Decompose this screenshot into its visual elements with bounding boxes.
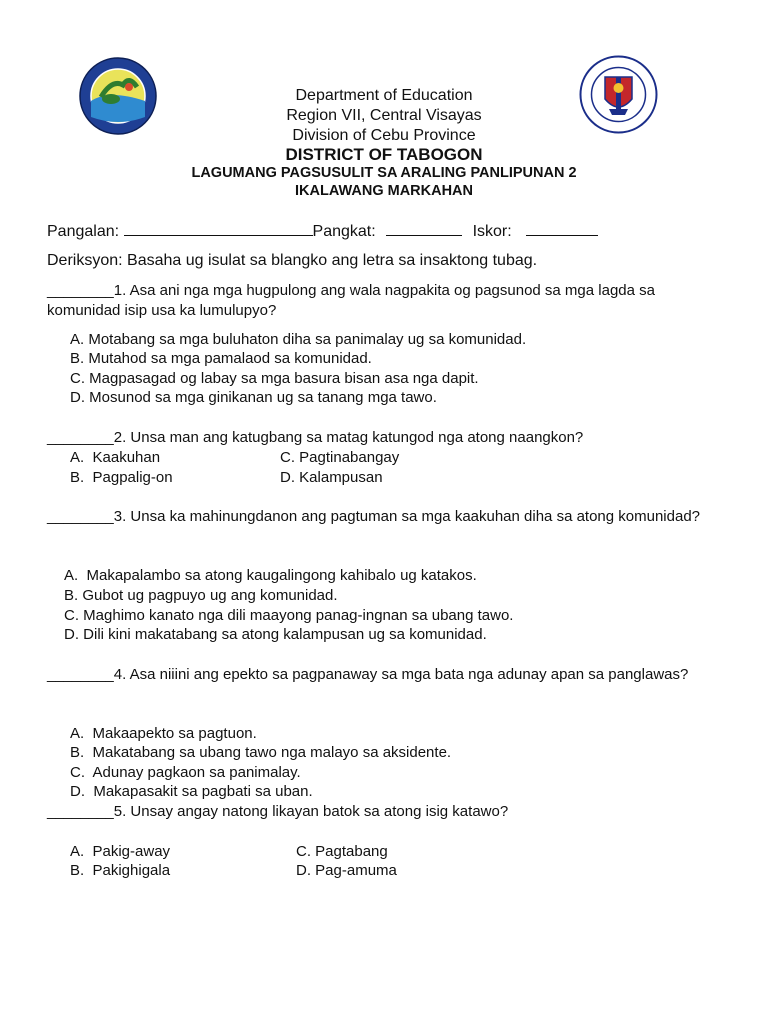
option-a: A. Pakig-away bbox=[70, 843, 171, 860]
option-c: C. Maghimo kanato nga dili maayong panag-ingnan sa ubang tawo. bbox=[64, 607, 514, 624]
header-district: DISTRICT OF TABOGON bbox=[285, 145, 483, 164]
exam-title: LAGUMANG PAGSUSULIT SA ARALING PANLIPUNAN 2 bbox=[191, 165, 577, 181]
option-a: A. Motabang sa mga buluhaton diha sa panimalay ug sa komunidad. bbox=[70, 331, 527, 348]
answer-blank[interactable]: ________ bbox=[47, 803, 114, 820]
section-label: Pangkat: bbox=[312, 223, 376, 240]
score-label: Iskor: bbox=[472, 223, 512, 240]
question-5 bbox=[47, 802, 727, 822]
option-b: B. Makatabang sa ubang tawo nga malayo sa aksidente. bbox=[70, 744, 452, 761]
section-blank[interactable] bbox=[386, 221, 462, 236]
question-text: 3. Unsa ka mahinungdanon ang pagtuman sa mga kaakuhan diha sa atong komunidad? bbox=[113, 508, 701, 525]
option-b: B. Pakighigala bbox=[70, 862, 171, 879]
option-c: C. Magpasagad og labay sa mga basura bisan asa nga dapit. bbox=[70, 370, 479, 387]
name-label: Pangalan: bbox=[47, 223, 120, 240]
header-region: Region VII, Central Visayas bbox=[286, 107, 482, 124]
question-text: 2. Unsa man ang katugbang sa matag katungod nga atong naangkon? bbox=[113, 429, 584, 446]
option-a: A. Kaakuhan bbox=[70, 449, 161, 466]
answer-blank[interactable]: ________ bbox=[47, 508, 114, 525]
exam-quarter: IKALAWANG MARKAHAN bbox=[294, 183, 473, 199]
answer-blank[interactable]: ________ bbox=[47, 429, 114, 446]
question-text: 1. Asa ani nga mga hugpulong ang wala nagpakita og pagsunod sa mga lagda sa komunidad isip usa ka lumulupyo? bbox=[47, 282, 655, 319]
option-d: D. Mosunod sa mga ginikanan ug sa tanang mga tawo. bbox=[70, 389, 437, 406]
option-d: D. Dili kini makatabang sa atong kalampusan ug sa komunidad. bbox=[64, 626, 487, 643]
score-blank[interactable] bbox=[526, 221, 598, 236]
option-a: A. Makaapekto sa pagtuon. bbox=[70, 725, 257, 742]
question-1 bbox=[47, 281, 727, 320]
answer-blank[interactable]: ________ bbox=[47, 666, 114, 683]
option-d: D. Makapasakit sa pagbati sa uban. bbox=[70, 783, 313, 800]
header-division: Division of Cebu Province bbox=[292, 127, 476, 144]
option-b: B. Mutahod sa mga pamalaod sa komunidad. bbox=[70, 350, 372, 367]
option-c: C. Adunay pagkaon sa panimalay. bbox=[70, 764, 301, 781]
question-2 bbox=[47, 428, 727, 448]
question-text: 4. Asa niiini ang epekto sa pagpanaway sa mga bata nga adunay apan sa panglawas? bbox=[113, 666, 689, 683]
student-info-line bbox=[47, 221, 598, 242]
question-text: 5. Unsay angay natong likayan batok sa atong isig katawo? bbox=[113, 803, 509, 820]
question-4 bbox=[47, 665, 727, 685]
question-3 bbox=[47, 507, 727, 527]
option-a: A. Makapalambo sa atong kaugalingong kahibalo ug katakos. bbox=[64, 567, 477, 584]
option-c: C. Pagtabang bbox=[296, 843, 388, 860]
option-d: D. Kalampusan bbox=[280, 469, 383, 486]
directions: Deriksyon: Basaha ug isulat sa blangko ang letra sa insaktong tubag. bbox=[47, 252, 538, 269]
answer-blank[interactable]: ________ bbox=[47, 282, 114, 299]
option-b: B. Gubot ug pagpuyo ug ang komunidad. bbox=[64, 587, 338, 604]
option-d: D. Pag-amuma bbox=[296, 862, 397, 879]
name-blank[interactable] bbox=[124, 221, 313, 236]
header-department: Department of Education bbox=[295, 87, 473, 104]
option-b: B. Pagpalig-on bbox=[70, 469, 173, 486]
option-c: C. Pagtinabangay bbox=[280, 449, 400, 466]
